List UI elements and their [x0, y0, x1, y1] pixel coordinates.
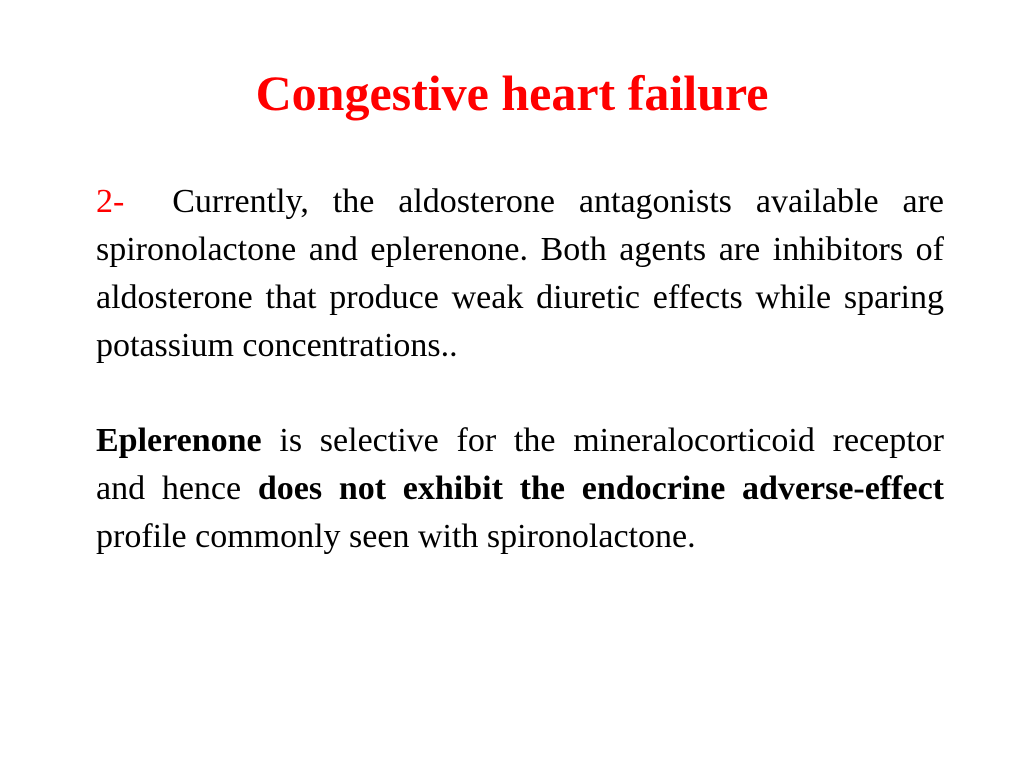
paragraph-1-text: Currently, the aldosterone antagonists available are spironolactone and eplerenone. Both agents are inhibitors of aldosterone that produce weak diuretic effects while sparing potassium concentrations.. — [96, 183, 945, 364]
slide-title: Congestive heart failure — [255, 65, 769, 121]
endocrine-adverse-effect-phrase: does not exhibit the endocrine adverse-effect — [257, 470, 944, 507]
paragraph-eplerenone — [96, 417, 944, 561]
eplerenone-term: Eplerenone — [96, 422, 262, 459]
paragraph-2-text-b: profile commonly seen with spironolactone. — [96, 518, 696, 555]
list-number-prefix: 2- — [96, 183, 125, 220]
paragraph-aldosterone-antagonists — [96, 178, 944, 370]
paragraph-2-text-a: is selective for the mineralocorticoid receptor and hence — [96, 422, 944, 507]
